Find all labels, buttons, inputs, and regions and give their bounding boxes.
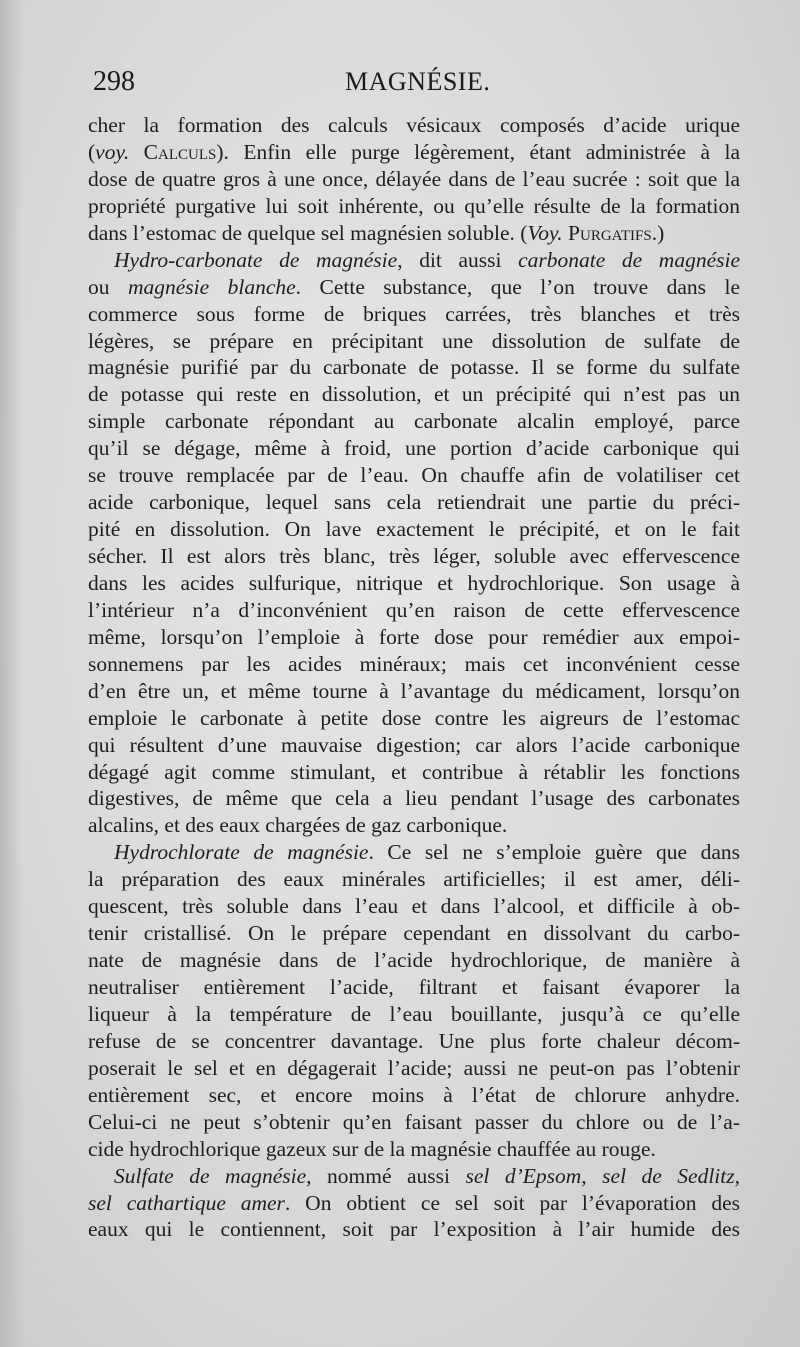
text-line: Celui-ci ne peut s’obtenir qu’en faisant passer du chlore ou de l’a- <box>88 1109 740 1134</box>
text-line: acide carbonique, lequel sans cela retiendrait une partie du préci- <box>88 490 740 515</box>
page-header <box>93 66 741 106</box>
text-line: cide hydrochlorique gazeux sur de la magnésie chauffée au rouge. <box>88 1136 656 1161</box>
text-line: nate de magnésie dans de l’acide hydrochlorique, de manière à <box>88 948 740 973</box>
text-line: neutraliser entièrement l’acide, filtrant et faisant évaporer la <box>88 975 740 999</box>
text-line: commerce sous forme de briques carrées, très blanches et très <box>88 301 740 326</box>
text-line: pité en dissolution. On lave exactement le précipité, et on le fait <box>88 517 740 542</box>
text-line: entièrement sec, et encore moins à l’état de chlorure anhydre. <box>88 1082 740 1107</box>
text-line-paragraph-start: Hydrochlorate de magnésie. Ce sel ne s’emploie guère que dans <box>114 840 740 865</box>
text-line: dose de quatre gros à une once, délayée dans de l’eau sucrée : soit que la <box>88 166 740 191</box>
text-line: simple carbonate répondant au carbonate alcalin employé, parce <box>88 409 740 434</box>
text-line-paragraph-start: Hydro-carbonate de magnésie, dit aussi carbonate de magnésie <box>114 247 740 272</box>
text-line: poserait le sel et en dégagerait l’acide; aussi ne peut-on pas l’obtenir <box>88 1055 740 1080</box>
text-line: sonnemens par les acides minéraux; mais cet inconvénient cesse <box>88 651 740 676</box>
text-line: magnésie purifié par du carbonate de potasse. Il se forme du sulfate <box>88 355 740 380</box>
text-line: tenir cristallisé. On le prépare cependant en dissolvant du carbo- <box>88 921 740 946</box>
text-line: alcalins, et des eaux chargées de gaz carbonique. <box>88 813 508 838</box>
text-line: l’intérieur n’a d’inconvénient qu’en raison de cette effervescence <box>88 597 740 622</box>
text-line: propriété purgative lui soit inhérente, ou qu’elle résulte de la formation <box>88 193 740 218</box>
text-line: liqueur à la température de l’eau bouillante, jusqu’à ce qu’elle <box>88 1001 740 1026</box>
text-line: qu’il se dégage, même à froid, une portion d’acide carbonique qui <box>88 436 740 461</box>
page-number: 298 <box>93 66 135 97</box>
body-text <box>88 112 740 1243</box>
text-line: refuse de se concentrer davantage. Une plus forte chaleur décom- <box>88 1028 740 1053</box>
page-edge-shadow <box>0 0 22 1347</box>
running-title: MAGNÉSIE. <box>345 67 491 96</box>
text-line: la préparation des eaux minérales artificielles; il est amer, déli- <box>88 867 740 892</box>
text-line: se trouve remplacée par de l’eau. On chauffe afin de volatiliser cet <box>88 463 740 488</box>
text-line: eaux qui le contiennent, soit par l’exposition à l’air humide des <box>88 1217 740 1242</box>
text-line: sécher. Il est alors très blanc, très léger, soluble avec effervescence <box>88 544 740 568</box>
text-line: cher la formation des calculs vésicaux composés d’acide urique <box>88 113 740 137</box>
text-line: digestives, de même que cela a lieu pendant l’usage des carbonates <box>88 786 740 811</box>
text-line: même, lorsqu’on l’emploie à forte dose pour remédier aux empoi- <box>88 624 740 649</box>
text-line: quescent, très soluble dans l’eau et dans l’alcool, et difficile à ob- <box>88 894 740 919</box>
text-line: emploie le carbonate à petite dose contre les aigreurs de l’estomac <box>88 705 740 730</box>
text-line: dans les acides sulfurique, nitrique et hydrochlorique. Son usage à <box>88 570 740 595</box>
text-line: qui résultent d’une mauvaise digestion; car alors l’acide carbonique <box>88 732 740 757</box>
text-line: (voy. Calculs). Enfin elle purge légèrement, étant administrée à la <box>88 139 740 164</box>
text-line: sel cathartique amer. On obtient ce sel soit par l’évaporation des <box>88 1190 740 1215</box>
text-line: ou magnésie blanche. Cette substance, que l’on trouve dans le <box>88 274 740 299</box>
text-line-paragraph-start: Sulfate de magnésie, nommé aussi sel d’Epsom, sel de Sedlitz, <box>114 1163 740 1188</box>
text-line: de potasse qui reste en dissolution, et un précipité qui n’est pas un <box>88 382 740 407</box>
text-line: dans l’estomac de quelque sel magnésien soluble. (Voy. Purgatifs.) <box>88 220 665 245</box>
text-line: dégagé agit comme stimulant, et contribue à rétablir les fonctions <box>88 759 740 784</box>
text-line: légères, se prépare en précipitant une dissolution de sulfate de <box>88 328 740 353</box>
text-line: d’en être un, et même tourne à l’avantage du médicament, lorsqu’on <box>88 678 740 703</box>
